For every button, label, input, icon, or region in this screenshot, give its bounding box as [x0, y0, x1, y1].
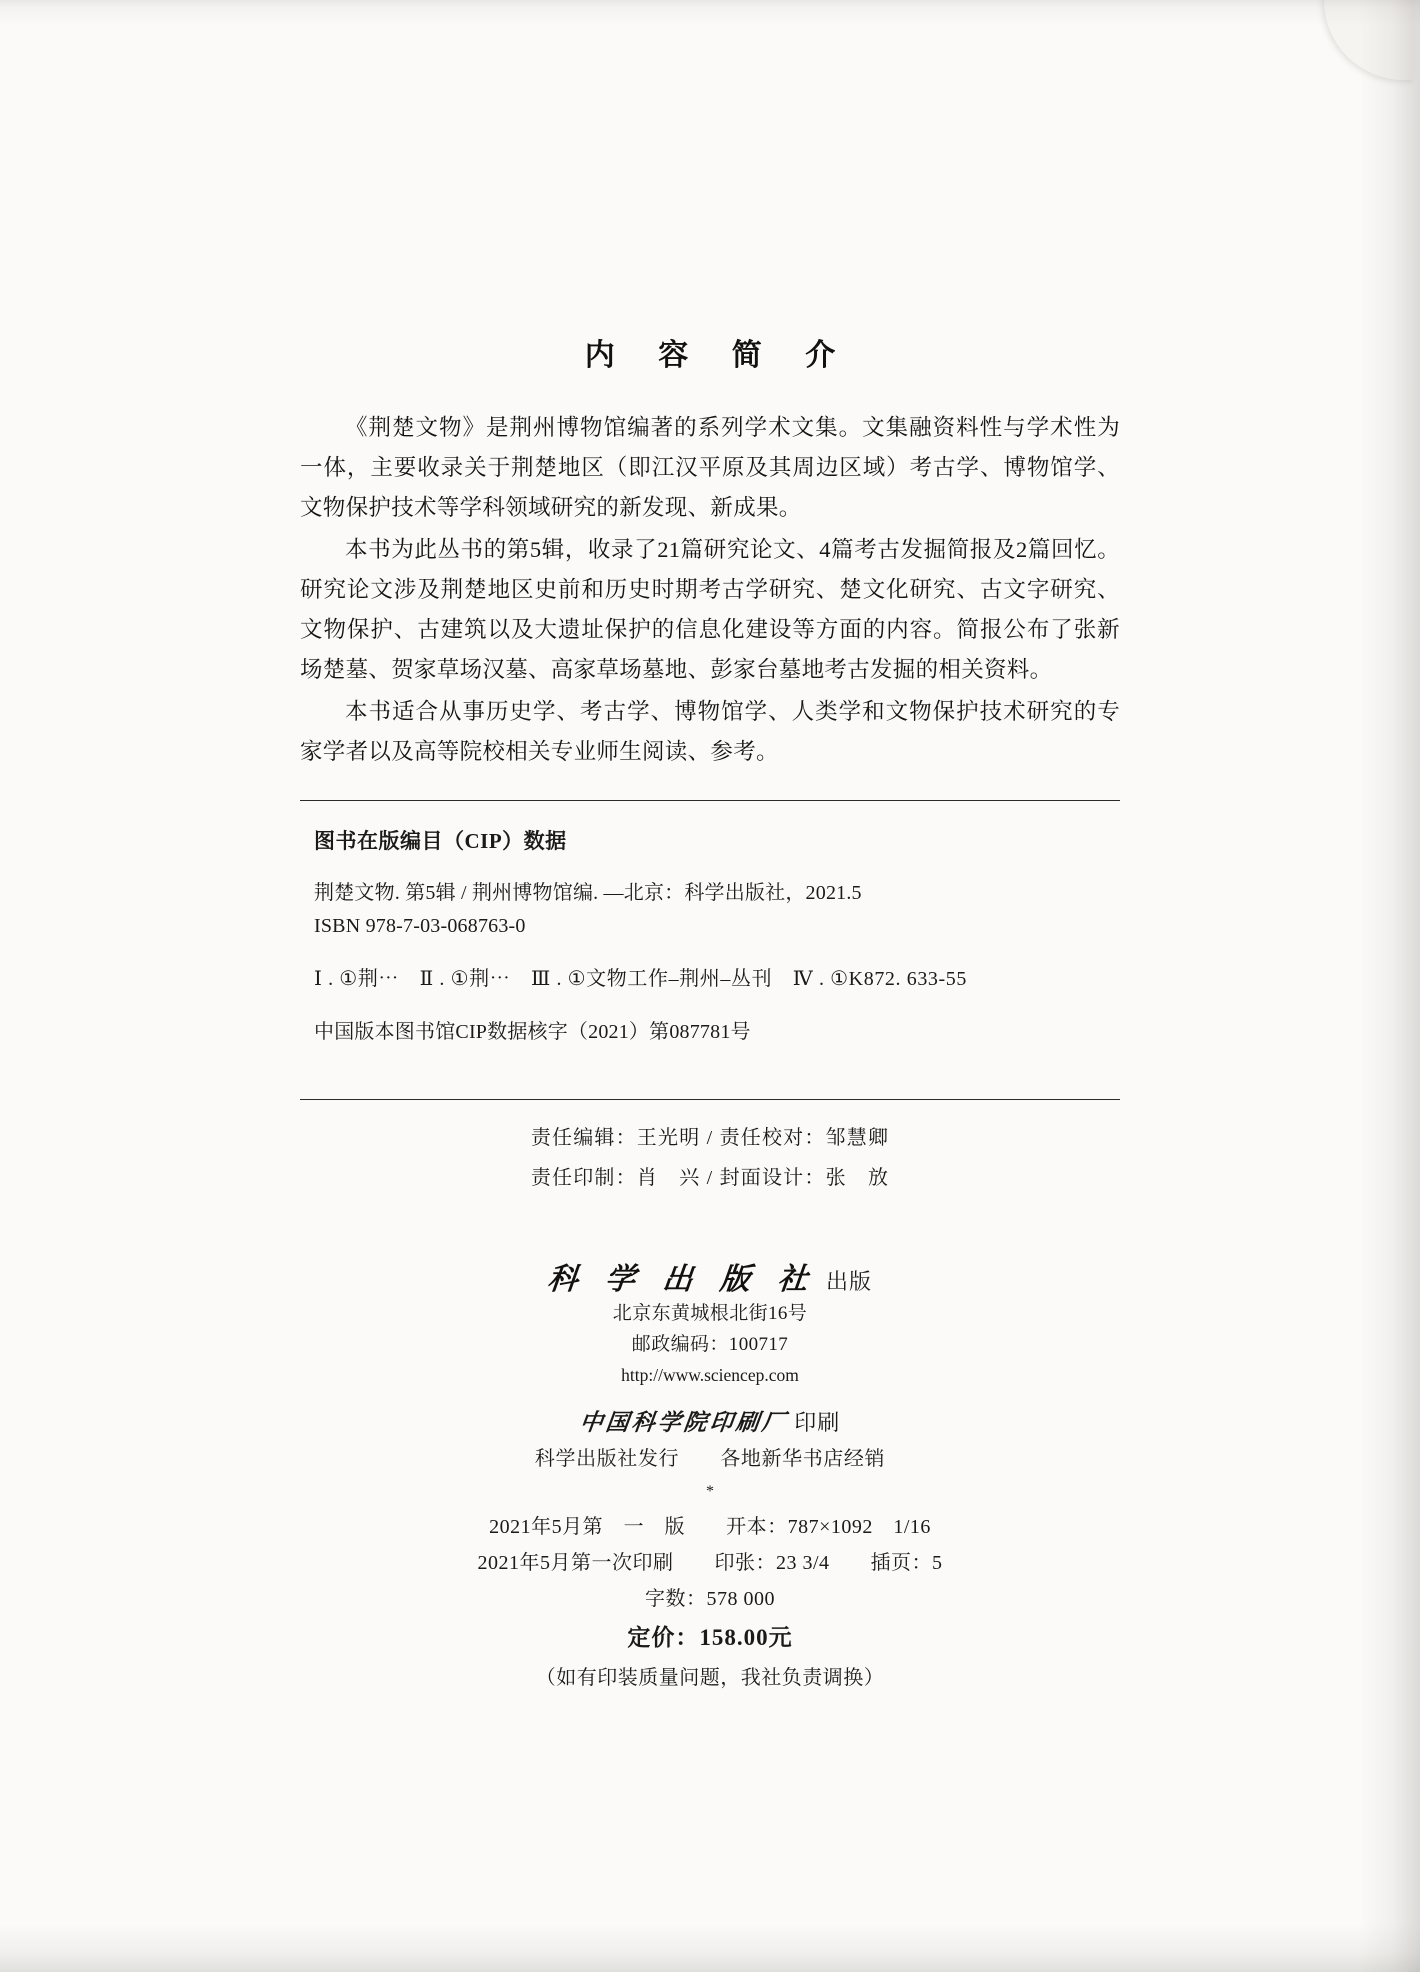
page-corner-fold: [1324, 0, 1414, 80]
cip-block: [300, 801, 1120, 1071]
staff-credits: [300, 1100, 1120, 1198]
publisher-suffix: 出版: [825, 1269, 872, 1294]
cip-isbn: ISBN 978-7-03-068763-0: [314, 915, 526, 937]
publisher-address: 北京东黄城根北街16号: [612, 1303, 808, 1324]
page-title: 内 容 简 介: [584, 339, 854, 372]
cip-classification: Ⅰ . ①荆⋯ Ⅱ . ①荆⋯ Ⅲ . ①文物工作–荆州–丛刊 Ⅳ . ①K872. 633-55: [314, 968, 967, 990]
publisher-url[interactable]: http://www.sciencep.com: [621, 1365, 799, 1385]
abstract-paragraph: 本书适合从事历史学、考古学、博物馆学、人类学和文物保护技术研究的专家学者以及高等院校相关专业师生阅读、参考。: [300, 699, 1120, 764]
staff-line-production: 责任印制：肖 兴 / 封面设计：张 放: [530, 1167, 890, 1189]
printer-logo: 中国科学院印刷厂: [577, 1410, 790, 1435]
staff-line-editor: 责任编辑：王光明 / 责任校对：邹慧卿: [530, 1127, 890, 1149]
scan-shadow-right: [1360, 0, 1420, 1972]
scan-shadow-bottom: [0, 1924, 1420, 1972]
scan-shadow-top: [0, 0, 1420, 26]
imprint-note: （如有印装质量问题，我社负责调换）: [535, 1667, 885, 1689]
imprint-edition: 2021年5月第 一 版 开本：787×1092 1/16: [489, 1516, 931, 1538]
cip-core-number: 中国版本图书馆CIP数据核字（2021）第087781号: [314, 1021, 751, 1043]
decorative-star: *: [706, 1483, 714, 1500]
imprint-printing: 2021年5月第一次印刷 印张：23 3/4 插页：5: [477, 1552, 943, 1574]
abstract-block: [300, 408, 1120, 772]
publisher-postcode: 邮政编码：100717: [631, 1334, 789, 1355]
distribution-line: 科学出版社发行 各地新华书店经销: [534, 1448, 886, 1470]
imprint-price: 定价：158.00元: [627, 1625, 793, 1650]
science-press-logo: 科 学 出 版 社: [545, 1263, 820, 1296]
imprint-block: [300, 1509, 1120, 1697]
printer-suffix: 印刷: [794, 1410, 841, 1435]
publisher-block: [300, 1254, 1120, 1505]
abstract-paragraph: 《荆楚文物》是荆州博物馆编著的系列学术文集。文集融资料性与学术性为一体，主要收录关于荆楚地区（即江汉平原及其周边区域）考古学、博物馆学、文物保护技术等学科领域研究的新发现、新成果。: [300, 415, 1120, 520]
publisher-logo-row: [300, 1254, 1120, 1298]
cip-title-line: 荆楚文物. 第5辑 / 荆州博物馆编. —北京：科学出版社，2021.5: [314, 882, 862, 904]
cip-heading: 图书在版编目（CIP）数据: [314, 829, 567, 853]
abstract-paragraph: 本书为此丛书的第5辑，收录了21篇研究论文、4篇考古发掘简报及2篇回忆。研究论文涉及荆楚地区史前和历史时期考古学研究、楚文化研究、古文字研究、文物保护、古建筑以及大遗址保护的信息化建设等方面的内容。简报公布了张新场楚墓、贺家草场汉墓、高家草场墓地、彭家台墓地考古发掘的相关资料。: [300, 537, 1120, 682]
printer-row: [300, 1404, 1120, 1437]
page-content: [300, 330, 1120, 1697]
imprint-wordcount: 字数：578 000: [645, 1588, 775, 1610]
